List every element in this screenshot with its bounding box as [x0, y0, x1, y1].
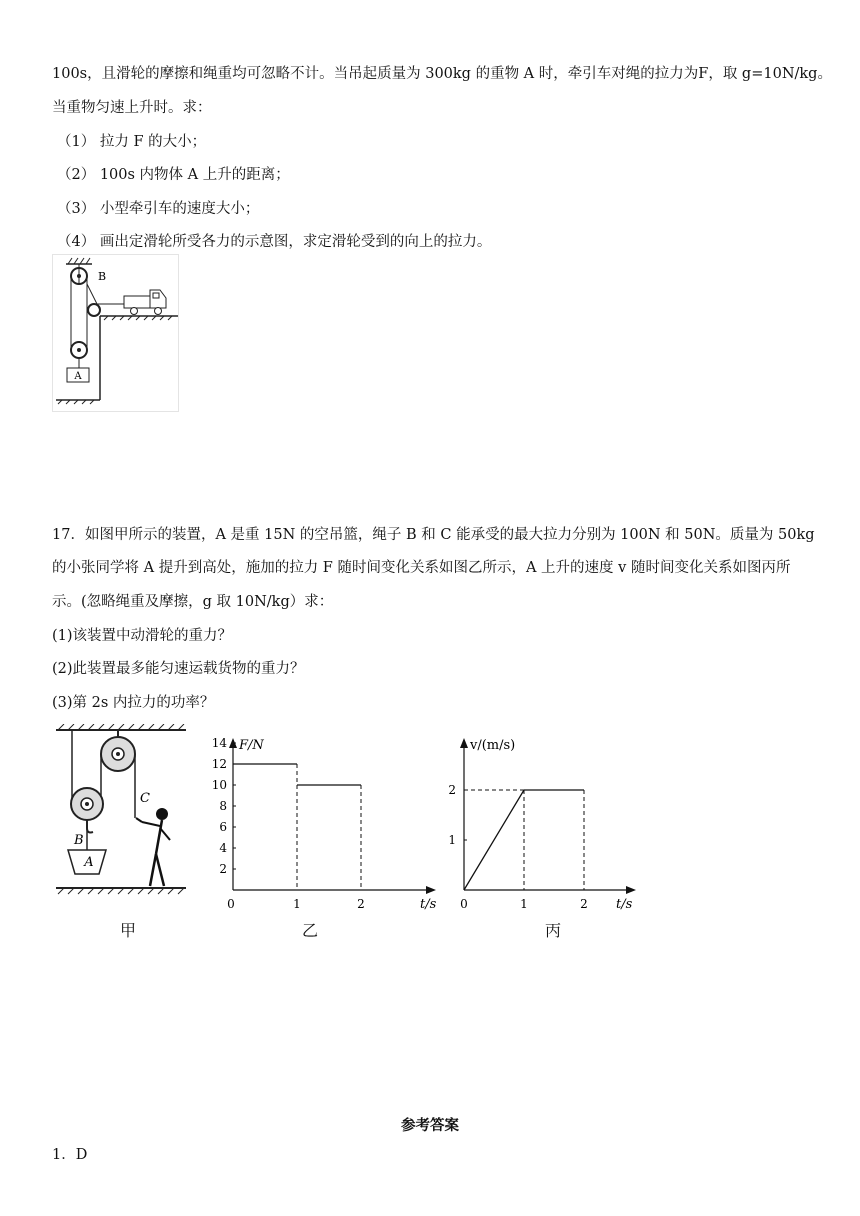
q16-pulley-tractor-figure: [52, 254, 180, 414]
bing-ytick-label: 1: [448, 833, 456, 847]
yi-ytick-label: 14: [211, 736, 227, 750]
q17-bing-xlabel: t/s: [616, 897, 633, 912]
q16-text-line-2: 当重物匀速上升时。求：: [52, 100, 212, 116]
q17-text-line-3: 示。(忽略绳重及摩擦，g 取 10N/kg）求：: [52, 594, 334, 610]
bing-xtick-label: 1: [520, 897, 528, 911]
q17-bing-velocity-chart: [440, 730, 640, 915]
yi-xtick-label: 0: [227, 897, 235, 911]
yi-ytick-label: 6: [219, 820, 227, 834]
q17-item-3: (3)第 2s 内拉力的功率？: [52, 695, 215, 711]
q17-bing-ylabel: v/(m/s): [470, 738, 516, 753]
q16-item-1: （1） 拉力 F 的大小；: [57, 134, 207, 150]
q17-bing-caption: 丙: [545, 921, 562, 940]
q17-yi-force-chart: [200, 730, 450, 915]
q16-item-3: （3） 小型牵引车的速度大小；: [57, 201, 260, 217]
q17-jia-apparatus-figure: [52, 724, 192, 900]
q17-jia-label-c: C: [140, 791, 150, 806]
bing-xtick-label: 2: [580, 897, 588, 911]
q17-jia-label-a: A: [84, 855, 94, 870]
answers-title: 参考答案: [401, 1117, 459, 1134]
q16-label-a: A: [74, 371, 82, 382]
yi-ytick-label: 12: [211, 757, 227, 771]
bing-xtick-label: 0: [460, 897, 468, 911]
q17-yi-caption: 乙: [302, 921, 319, 940]
q17-item-2: (2)此装置最多能匀速运载货物的重力？: [52, 661, 305, 677]
yi-ytick-label: 8: [219, 799, 227, 813]
q16-label-b: B: [98, 270, 107, 283]
bing-segment-accelerate: [464, 790, 524, 890]
q16-item-4: （4） 画出定滑轮所受各力的示意图，求定滑轮受到的向上的拉力。: [57, 234, 492, 250]
yi-ytick-label: 2: [219, 862, 227, 876]
q16-item-2: （2） 100s 内物体 A 上升的距离；: [57, 167, 290, 183]
yi-xtick-label: 1: [293, 897, 301, 911]
yi-xtick-label: 2: [357, 897, 365, 911]
q17-text-line-1: 17．如图甲所示的装置，A 是重 15N 的空吊篮，绳子 B 和 C 能承受的最大拉力分别为 100N 和 50N。质量为 50kg: [52, 527, 815, 543]
q17-item-1: (1)该装置中动滑轮的重力？: [52, 628, 233, 644]
q17-yi-xlabel: t/s: [420, 897, 437, 912]
bing-ytick-label: 2: [448, 783, 456, 797]
q17-jia-label-b: B: [74, 833, 84, 848]
yi-ytick-label: 4: [219, 841, 227, 855]
q17-yi-ylabel: F/N: [239, 738, 264, 753]
answer-1: 1．D: [52, 1147, 88, 1163]
q16-text-line-1: 100s，且滑轮的摩擦和绳重均可忽略不计。当吊起质量为 300kg 的重物 A 时，牵引车对绳的拉力为F，取 g=10N/kg。: [52, 66, 832, 82]
q17-jia-caption: 甲: [120, 921, 137, 940]
yi-ytick-label: 10: [211, 778, 227, 792]
q17-text-line-2: 的小张同学将 A 提升到高处，施加的拉力 F 随时间变化关系如图乙所示，A 上升的速度 v 随时间变化关系如图丙所: [52, 560, 791, 576]
